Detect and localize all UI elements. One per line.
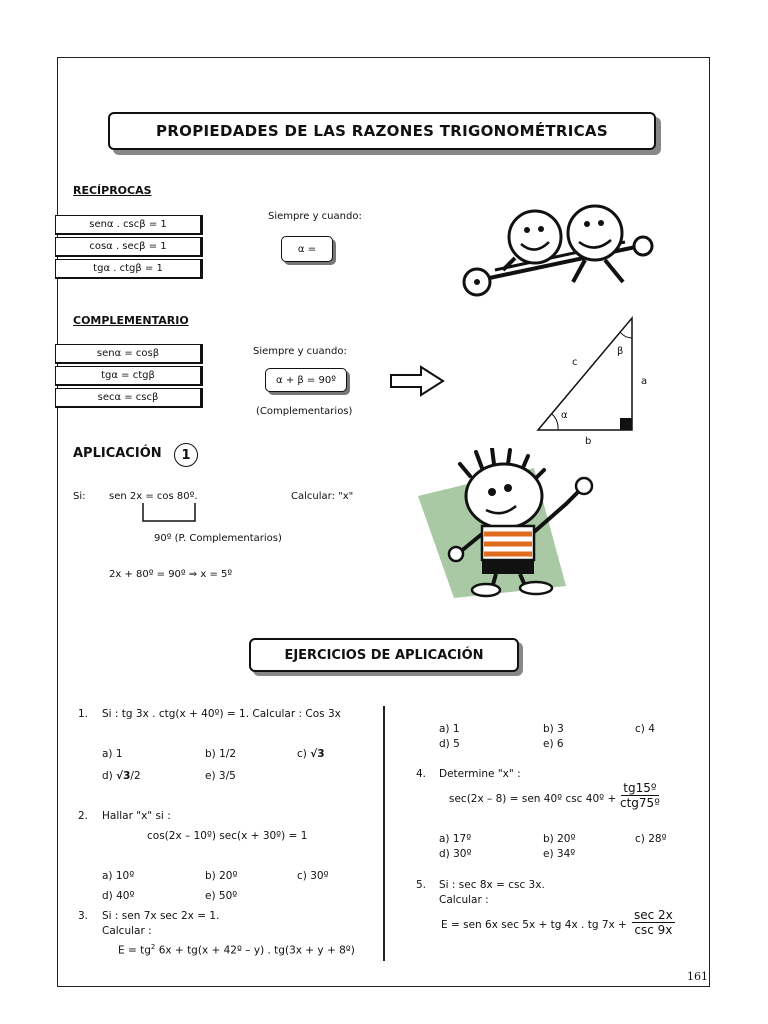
q4-fraction-numerator: tg15º: [623, 781, 657, 795]
aplicacion-heading: APLICACIÓN: [73, 446, 162, 461]
q4-option-e: e) 34º: [543, 848, 576, 860]
q5-equation: E = sen 6x sec 5x + tg 4x . tg 7x +: [441, 919, 627, 931]
q2-option-a: a) 10º: [102, 870, 135, 882]
page-title: PROPIEDADES DE LAS RAZONES TRIGONOMÉTRICAS: [108, 112, 656, 150]
q2-equation: cos(2x – 10º) sec(x + 30º) = 1: [147, 830, 308, 842]
right-arrow-icon: [389, 365, 445, 397]
complementario-heading: COMPLEMENTARIO: [73, 314, 189, 327]
q4-option-b: b) 20º: [543, 833, 576, 845]
aplicacion-solution: 2x + 80º = 90º ⇒ x = 5º: [109, 569, 233, 580]
aplicacion-bracket-note: 90º (P. Complementarios): [154, 533, 282, 544]
q1-text: Si : tg 3x . ctg(x + 40º) = 1. Calcular : Cos 3x: [102, 708, 341, 720]
complementary-formula: tgα = ctgβ: [55, 366, 203, 386]
reciprocas-condition-box: α =: [281, 236, 333, 262]
q4-fraction: [620, 781, 660, 810]
reciprocal-formula: senα . cscβ = 1: [55, 215, 203, 235]
q3-option-d: d) 5: [439, 738, 460, 750]
complementario-condition-box: α + β = 90º: [265, 368, 347, 392]
q3-number: 3.: [78, 910, 89, 922]
q4-option-a: a) 17º: [439, 833, 472, 845]
ejercicios-title: EJERCICIOS DE APLICACIÓN: [249, 638, 519, 672]
triangle-angle-alpha: α: [561, 410, 568, 421]
right-triangle-diagram: [530, 312, 670, 452]
complementario-note: (Complementarios): [256, 406, 353, 417]
q4-fraction-denominator: ctg75º: [620, 796, 660, 810]
q1-number: 1.: [78, 708, 89, 720]
q2-text: Hallar "x" si :: [102, 810, 171, 822]
triangle-side-c: c: [572, 357, 578, 368]
reciprocas-condition-label: Siempre y cuando:: [268, 211, 362, 222]
aplicacion-calcular: Calcular: "x": [291, 491, 354, 502]
aplicacion-si: Si:: [73, 491, 86, 502]
aplicacion-equation: sen 2x = cos 80º.: [109, 491, 198, 502]
q3-option-a: a) 1: [439, 723, 460, 735]
column-divider: [383, 706, 385, 961]
q3-option-e: e) 6: [543, 738, 564, 750]
q5-fraction-numerator: sec 2x: [634, 908, 673, 922]
q3-option-c: c) 4: [635, 723, 655, 735]
complementary-bracket: [140, 503, 200, 527]
q2-number: 2.: [78, 810, 89, 822]
q5-fraction: [632, 908, 675, 937]
q3-text: Si : sen 7x sec 2x = 1.: [102, 910, 220, 922]
q4-option-d: d) 30º: [439, 848, 472, 860]
q3-option-b: b) 3: [543, 723, 564, 735]
q1-option-b: b) 1/2: [205, 748, 236, 760]
q2-option-c: c) 30º: [297, 870, 329, 882]
q5-text: Si : sec 8x = csc 3x.: [439, 879, 545, 891]
page-number: 161: [687, 970, 708, 983]
pushing-cartoon-illustration: [455, 200, 660, 300]
q1-option-d-value: √3: [116, 770, 131, 782]
q3-equation: $E = tg^2$ 6x + tg(x + 42º – y) . tg(3x + y + 8º): [118, 943, 355, 957]
reciprocal-formula: cosα . secβ = 1: [55, 237, 203, 257]
q4-text: Determine "x" :: [439, 768, 521, 780]
q2-option-d: d) 40º: [102, 890, 135, 902]
aplicacion-number-badge: 1: [174, 443, 198, 467]
q5-number: 5.: [416, 879, 427, 891]
q1-option-a: a) 1: [102, 748, 123, 760]
q2-option-b: b) 20º: [205, 870, 238, 882]
q1-option-d: d) √3/2: [102, 770, 141, 782]
reciprocas-heading: RECÍPROCAS: [73, 184, 152, 197]
triangle-side-a: a: [641, 376, 648, 387]
q2-option-e: e) 50º: [205, 890, 238, 902]
q3-calcular: Calcular :: [102, 925, 152, 937]
q4-option-c: c) 28º: [635, 833, 667, 845]
q1-option-c: c) √3: [297, 748, 325, 760]
q1-option-e: e) 3/5: [205, 770, 236, 782]
complementary-formula: secα = cscβ: [55, 388, 203, 408]
q5-calcular: Calcular :: [439, 894, 489, 906]
complementario-condition-label: Siempre y cuando:: [253, 346, 347, 357]
triangle-side-b: b: [585, 436, 592, 447]
complementary-formula: senα = cosβ: [55, 344, 203, 364]
q4-number: 4.: [416, 768, 427, 780]
reciprocal-formula: tgα . ctgβ = 1: [55, 259, 203, 279]
q1-option-c-value: √3: [310, 748, 325, 760]
triangle-angle-beta: β: [617, 346, 624, 357]
q5-fraction-denominator: csc 9x: [634, 923, 673, 937]
q4-equation: sec(2x – 8) = sen 40º csc 40º +: [449, 793, 617, 805]
boy-cartoon-illustration: [416, 448, 596, 600]
